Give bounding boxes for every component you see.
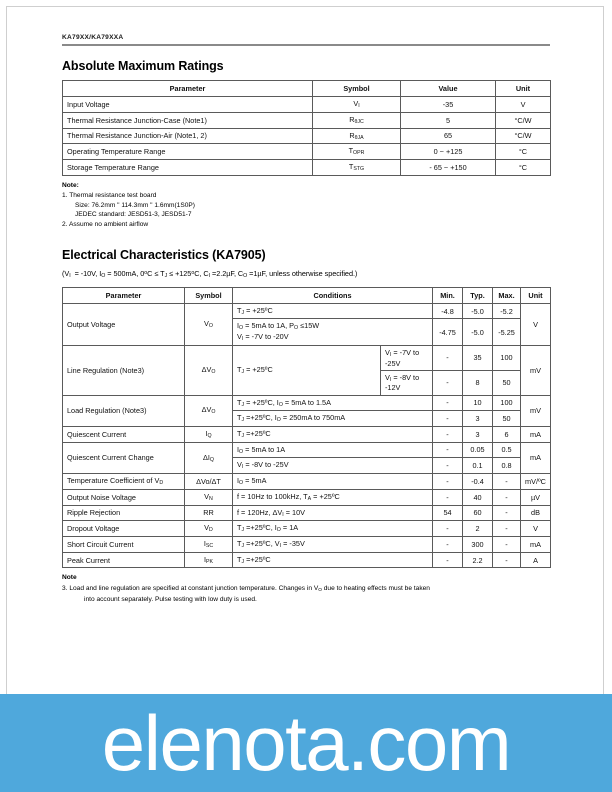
symbol-base: V [204,318,209,328]
note-item-1: 1. Thermal resistance test board [62,192,157,200]
cond-rest: =+25ºC [244,428,271,438]
cell-symbol: ΔVo/ΔT [185,474,233,490]
cond-base: T [237,305,242,315]
cell-parameter: Dropout Voltage [63,521,185,537]
cond-base: V [385,372,390,382]
cell-typ: 2 [463,521,493,537]
cell-min: - [433,521,463,537]
cell-parameter: Quiescent Current Change [63,442,185,473]
cond-rest-2: = 5mA to 1.5A [282,397,331,407]
cell-parameter: Quiescent Current [63,426,185,442]
cell-typ: 3 [463,411,493,427]
degree-sign: o [144,270,148,277]
cell-min: 54 [433,505,463,521]
cell-symbol [313,144,401,160]
cell-condition [233,303,433,319]
symbol-sub: D [209,527,213,534]
cell-unit: V [521,521,551,537]
cond-rest-2: ≤15W [298,321,320,331]
col-symbol: Symbol [185,287,233,303]
symbol-base: V [204,491,210,501]
cond-base: I [237,476,240,486]
cond-base: T [237,428,242,438]
symbol-base: I [203,554,206,564]
elec-char-title: Electrical Characteristics (KA7905) [62,248,266,263]
table-row [63,442,551,458]
cell-condition [233,395,433,411]
cell-unit: mV [521,345,551,395]
col-value: Value [401,81,496,97]
cond-rest: =+25ºC, I [244,413,277,423]
cond-base: T [237,523,242,533]
cell-symbol: RR [185,505,233,521]
cond-sub: I [241,336,244,343]
cond-rest: = 5mA to 1A, P [243,321,295,331]
cell-min: - [433,442,463,458]
cell-typ: 300 [463,536,493,552]
cell-symbol [185,536,233,552]
cell-parameter: Storage Temperature Range [63,159,313,175]
cell-condition [233,489,433,505]
cell-max: 0.5 [493,442,521,458]
cell-unit: A [521,552,551,568]
cell-parameter: Input Voltage [63,97,313,113]
symbol-base: I [203,538,206,548]
table-header-row [63,287,551,303]
cell-max: 6 [493,426,521,442]
cell-condition [233,505,433,521]
cond-rest: = +25ºC [311,491,340,501]
cond-rest: = 5mA to 1A [243,444,286,454]
cond-sub: A [307,495,312,502]
running-header: KA79XX/KA79XXA [62,34,124,41]
watermark-text: elenota.com [101,698,511,787]
elec-char-conditions: ($V_I = -10V$, $I_O = 500mA$, $0^oC \le T_J \le +125^oC$, $C_I =2.2\mu F$, $C_O =1\mu F$, unless otherwise specified.) [62,269,358,280]
cell-min: -4.8 [433,303,463,319]
cond-rest: = +25ºC [244,364,273,374]
table-row [63,521,551,537]
cell-symbol [185,345,233,395]
col-typ: Typ. [463,287,493,303]
cell-max: 100 [493,345,521,370]
abs-max-title: Absolute Maximum Ratings [62,59,224,73]
cell-unit: °C [496,144,551,160]
cond-rest: =+25ºC, V [244,538,280,548]
cell-unit: V [496,97,551,113]
cell-condition [233,426,433,442]
cell-parameter: Thermal Resistance Junction-Case (Note1) [63,112,313,128]
header-divider [62,44,550,46]
cell-max: -5.25 [493,319,521,345]
cond-base: f = 10Hz to 100kHz, T [237,491,308,501]
page-content [62,34,550,604]
cell-typ: 8 [463,370,493,395]
col-unit: Unit [521,287,551,303]
cell-max: - [493,536,521,552]
cond-base: V [237,332,242,342]
cond-sub: I [282,511,284,518]
cond-line-2 [237,332,428,343]
symbol-sub: θJC [354,118,364,125]
symbol-base: ΔI [203,452,210,462]
note-sub-o: O [318,588,322,593]
cell-unit: mA [521,426,551,442]
cell-parameter: Load Regulation (Note3) [63,395,185,426]
table-row [63,128,551,144]
col-parameter: Parameter [63,81,313,97]
cell-max: - [493,552,521,568]
cond-sub: I [389,352,392,359]
table-row [63,395,551,411]
cell-typ: 35 [463,345,493,370]
degree-sign: o [191,270,195,277]
cell-unit: mV/ºC [521,474,551,490]
cell-parameter: Output Noise Voltage [63,489,185,505]
cell-symbol [313,128,401,144]
cond-sub-i: I [69,273,71,280]
cell-min: - [433,411,463,427]
table-row [63,489,551,505]
cond-sub-2: O [294,325,299,332]
cond-base: V [385,347,390,357]
cell-max: 50 [493,411,521,427]
cell-condition [233,552,433,568]
cond-rest: = +25ºC [244,305,273,315]
cell-typ: 0.05 [463,442,493,458]
cond-rest: = 5mA [243,476,267,486]
table-row [63,536,551,552]
cond-rest: = +25ºC, I [244,397,279,407]
cell-max: - [493,489,521,505]
cell-symbol [313,159,401,175]
cell-typ: 60 [463,505,493,521]
cell-condition [381,345,433,370]
note-item-1-jedec: JEDEC standard: JESD51-3, JESD51-7 [75,211,192,219]
note-text-part-1: 3. Load and line regulation are specified at constant junction temperature. Changes in V [62,584,319,592]
watermark-banner [0,694,612,792]
cell-condition [233,536,433,552]
symbol-sub: OPR [353,150,365,157]
cell-condition [233,521,433,537]
cond-base: V [237,460,242,470]
table-row [63,97,551,113]
col-conditions: Conditions [233,287,433,303]
cond-sub-o: O [101,273,106,280]
cell-unit: °C/W [496,128,551,144]
table-row [63,159,551,175]
symbol-base: V [204,523,210,533]
symbol-sub: O [211,368,216,375]
cond-base: f = 120Hz, ΔV [237,507,283,517]
table-row [63,505,551,521]
symbol-sub: I [358,103,360,110]
cell-value: - 65 ~ +150 [401,159,496,175]
cell-parameter: Output Voltage [63,303,185,345]
cell-unit: °C [496,159,551,175]
cond-sub: J [241,309,245,316]
cell-condition-shared [233,345,381,395]
cond-sub-2: O [276,527,281,534]
cell-symbol [185,521,233,537]
cell-max: - [493,505,521,521]
symbol-base: R [349,130,355,140]
cond-base: T [237,413,242,423]
cond-sub-2: I [279,543,282,550]
cond-rest: =+25ºC [244,554,271,564]
cond-sub-co: O [243,273,248,280]
cond-sub: J [241,368,245,375]
notes-title: Note [62,574,77,582]
cell-value: 0 ~ +125 [401,144,496,160]
cond-sub: J [241,543,245,550]
cell-min: - [433,458,463,474]
symbol-sub: PK [206,558,214,565]
cond-base: T [237,538,242,548]
cell-unit: µV [521,489,551,505]
cell-parameter: Operating Temperature Range [63,144,313,160]
cell-min: - [433,370,463,395]
cell-unit: dB [521,505,551,521]
cell-symbol [185,303,233,345]
cell-condition [233,411,433,427]
table-row [63,552,551,568]
table-row [63,345,551,370]
cond-base: I [237,321,240,331]
note-item-1-size: Size: 76.2mm " 114.3mm " 1.6mm(1S0P) [75,201,195,209]
symbol-base: R [349,114,355,124]
note-item-2: 2. Assume no ambient airflow [62,220,149,228]
symbol-sub: Q [207,433,212,440]
cond-sub-2: O [276,417,281,424]
cond-rest: = -8V to -12V [385,372,420,393]
col-parameter: Parameter [63,287,185,303]
cell-typ: 0.1 [463,458,493,474]
cell-value: -35 [401,97,496,113]
cell-symbol [185,395,233,426]
cell-min: - [433,536,463,552]
symbol-sub: O [211,409,216,416]
absolute-maximum-ratings-table [62,80,551,176]
cell-parameter: Ripple Rejection [63,505,185,521]
elec-char-notes [62,573,550,604]
cell-symbol [313,112,401,128]
cond-base: I [237,444,240,454]
abs-max-notes [62,181,550,230]
cond-rest-2: = 1A [280,523,299,533]
cond-rest: = -8V to -25V [243,460,289,470]
cell-symbol [185,489,233,505]
table-row [63,112,551,128]
cell-typ: 40 [463,489,493,505]
cond-sub: O [239,480,244,487]
table-row [63,426,551,442]
symbol-base: ΔV [201,405,212,415]
symbol-base: ΔV [201,364,212,374]
cell-unit: °C/W [496,112,551,128]
note-text-part-2: due to heating effects must be taken [321,584,430,592]
cell-value: 65 [401,128,496,144]
cond-line-1 [237,321,428,332]
cond-sub: I [241,464,244,471]
cond-base: T [237,397,242,407]
cell-max: - [493,474,521,490]
table-row [63,474,551,490]
cell-unit: mA [521,536,551,552]
cond-sub: J [241,417,245,424]
cell-min: - [433,489,463,505]
param-sub: D [159,480,164,487]
symbol-sub: O [208,323,213,330]
symbol-sub: N [209,495,213,502]
cond-sub-ci: I [208,273,211,280]
cell-max: 0.8 [493,458,521,474]
cell-symbol [185,442,233,473]
symbol-base: I [205,428,208,438]
cond-rest-2: = -35V [281,538,305,548]
cell-typ: 3 [463,426,493,442]
param-base: Temperature Coefficient of V [67,476,160,486]
cell-parameter: Short Circuit Current [63,536,185,552]
cell-condition [233,442,433,458]
note-item-3 [62,584,550,595]
cell-typ: 2.2 [463,552,493,568]
cell-max: 50 [493,370,521,395]
cond-sub: O [239,325,244,332]
cell-min: -4.75 [433,319,463,345]
cond-sub: J [241,401,245,408]
cell-min: - [433,395,463,411]
cell-max: -5.2 [493,303,521,319]
symbol-sub: STG [353,166,365,173]
symbol-base: V [353,99,359,109]
col-max: Max. [493,287,521,303]
cell-symbol [185,552,233,568]
cond-base: T [237,364,242,374]
cell-parameter: Peak Current [63,552,185,568]
cell-parameter [63,474,185,490]
cell-min: - [433,345,463,370]
cell-typ: 10 [463,395,493,411]
cond-sub: J [241,558,245,565]
table-row [63,303,551,319]
cond-rest-2: = 250mA to 750mA [280,413,346,423]
cell-max: 100 [493,395,521,411]
cond-rest: = 10V [283,507,306,517]
cell-condition [233,458,433,474]
note-item-3-line-2: into account separately. Pulse testing with low duty is used. [84,595,257,603]
symbol-sub: SC [205,543,214,550]
col-symbol: Symbol [313,81,401,97]
cell-typ: -0.4 [463,474,493,490]
cond-sub-2: O [278,401,283,408]
electrical-characteristics-table [62,287,551,569]
col-unit: Unit [496,81,551,97]
cond-sub: J [241,527,245,534]
cell-unit: mV [521,395,551,426]
notes-title: Note: [62,181,79,189]
cell-parameter: Line Regulation (Note3) [63,345,185,395]
cell-max: - [493,521,521,537]
table-header-row [63,81,551,97]
cell-symbol [185,426,233,442]
cell-unit: V [521,303,551,345]
cond-sub: I [389,376,392,383]
cond-sub: O [239,448,244,455]
symbol-base: T [348,146,354,156]
cell-min: - [433,552,463,568]
cell-value: 5 [401,112,496,128]
cond-rest: =+25ºC, I [244,523,277,533]
table-row [63,144,551,160]
cell-unit: mA [521,442,551,473]
cond-base: T [237,554,242,564]
cond-sub: J [241,433,245,440]
cell-typ: -5.0 [463,303,493,319]
symbol-sub: θJA [354,134,364,141]
cell-condition [233,474,433,490]
cond-sub-j: J [164,273,168,280]
cell-typ: -5.0 [463,319,493,345]
cell-condition [233,319,433,345]
cell-parameter: Thermal Resistance Junction-Air (Note1, 2) [63,128,313,144]
cell-min: - [433,474,463,490]
cell-symbol [313,97,401,113]
cell-min: - [433,426,463,442]
cell-condition [381,370,433,395]
symbol-base: T [348,161,354,171]
cond-rest: = -7V to -20V [243,332,289,342]
cond-rest: = -7V to -25V [385,347,420,368]
col-min: Min. [433,287,463,303]
symbol-sub: Q [209,456,214,463]
